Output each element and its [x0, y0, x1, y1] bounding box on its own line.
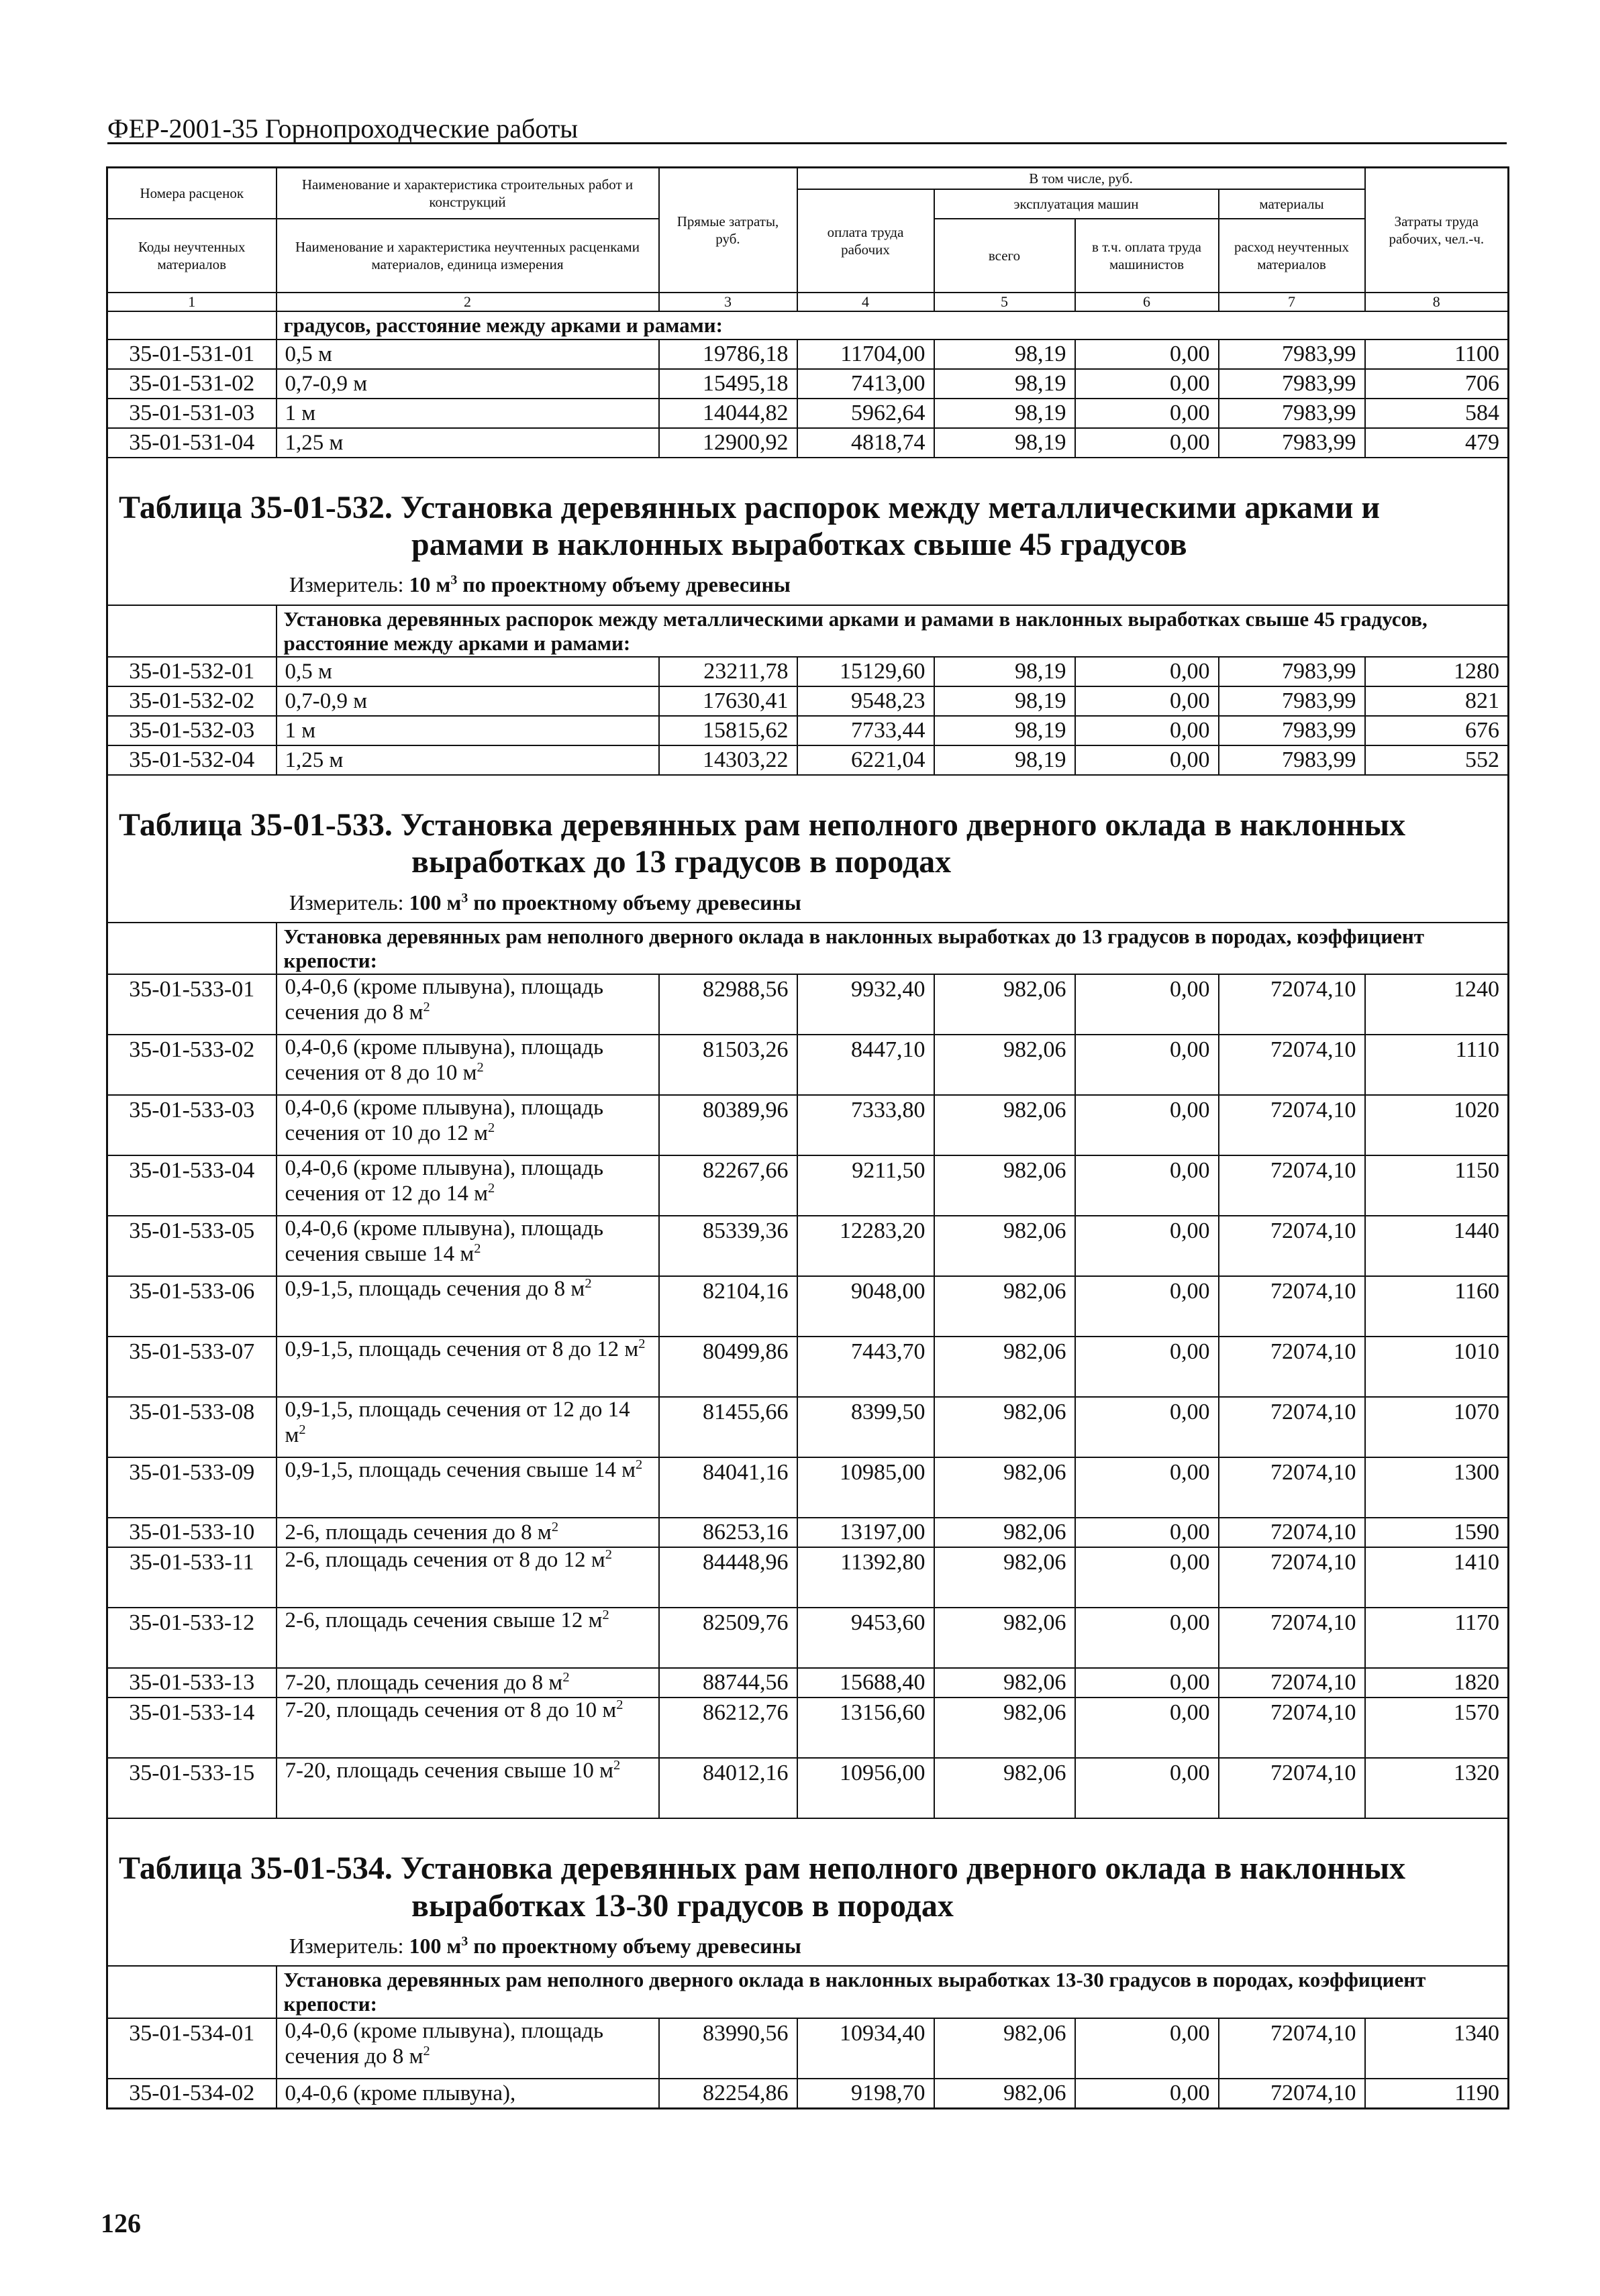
work-description: 2-6, площадь сечения до 8 $м^2$: [277, 1518, 659, 1547]
worker-pay: 4818,74: [797, 428, 934, 458]
column-number: 1: [107, 293, 277, 311]
header-rule: [107, 142, 1507, 144]
materials-cost: 72074,10: [1219, 2018, 1365, 2079]
materials-cost: 72074,10: [1219, 1698, 1365, 1758]
work-description: 0,7-0,9 м: [277, 369, 659, 399]
spacer-row: [107, 775, 1509, 782]
direct-costs: 14303,22: [659, 745, 797, 775]
table-row: [107, 1276, 1509, 1337]
rate-code: 35-01-531-01: [107, 340, 277, 369]
measure-line: [116, 1934, 1499, 1959]
header-operator-pay: в т.ч. оплата труда машинистов: [1075, 219, 1219, 293]
header-machines: эксплуатация машин: [934, 189, 1219, 219]
rate-code: 35-01-534-02: [107, 2079, 277, 2109]
materials-cost: 72074,10: [1219, 1758, 1365, 1818]
worker-pay: 9453,60: [797, 1608, 934, 1668]
materials-cost: 72074,10: [1219, 2079, 1365, 2109]
table-row: [107, 716, 1509, 745]
machines-total: 982,06: [934, 1608, 1075, 1668]
machines-total: 982,06: [934, 1518, 1075, 1547]
machines-total: 982,06: [934, 1155, 1075, 1216]
labor-hours: 1240: [1365, 974, 1509, 1035]
direct-costs: 86253,16: [659, 1518, 797, 1547]
operator-pay: 0,00: [1075, 716, 1219, 745]
worker-pay: 7333,80: [797, 1095, 934, 1155]
rate-code: 35-01-533-12: [107, 1608, 277, 1668]
operator-pay: 0,00: [1075, 1758, 1219, 1818]
table-row: [107, 1457, 1509, 1518]
rate-code: 35-01-533-01: [107, 974, 277, 1035]
machines-total: 982,06: [934, 1547, 1075, 1608]
direct-costs: 85339,36: [659, 1216, 797, 1276]
operator-pay: 0,00: [1075, 428, 1219, 458]
rate-code: 35-01-533-13: [107, 1668, 277, 1698]
direct-costs: 88744,56: [659, 1668, 797, 1698]
labor-hours: 584: [1365, 399, 1509, 428]
direct-costs: 80389,96: [659, 1095, 797, 1155]
labor-hours: 479: [1365, 428, 1509, 458]
operator-pay: 0,00: [1075, 1216, 1219, 1276]
table-title-line: выработках 13-30 градусов в породах: [411, 1887, 954, 1924]
running-header: ФЕР-2001-35 Горнопроходческие работы: [107, 113, 579, 144]
direct-costs: 15495,18: [659, 369, 797, 399]
work-description: 7-20, площадь сечения до 8 $м^2$: [277, 1668, 659, 1698]
materials-cost: 7983,99: [1219, 428, 1365, 458]
machines-total: 98,19: [934, 340, 1075, 369]
work-description: 1 м: [277, 399, 659, 428]
header-direct-costs: Прямые затраты, руб.: [659, 168, 797, 293]
header-machines-total: всего: [934, 219, 1075, 293]
worker-pay: 8447,10: [797, 1035, 934, 1095]
table-row: [107, 745, 1509, 775]
worker-pay: 15129,60: [797, 657, 934, 686]
work-description: 1,25 м: [277, 745, 659, 775]
table-title-line: выработках до 13 градусов в породах: [411, 844, 952, 880]
blank-cell: [107, 311, 277, 340]
worker-pay: 12283,20: [797, 1216, 934, 1276]
rate-code: 35-01-533-03: [107, 1095, 277, 1155]
table-title-block: [107, 1826, 1509, 1966]
rates-table: [106, 166, 1509, 2109]
machines-total: 982,06: [934, 1457, 1075, 1518]
header-including: В том числе, руб.: [797, 168, 1365, 190]
table-title-row: [107, 1826, 1509, 1966]
rate-code: 35-01-534-01: [107, 2018, 277, 2079]
direct-costs: 82104,16: [659, 1276, 797, 1337]
operator-pay: 0,00: [1075, 657, 1219, 686]
materials-cost: 72074,10: [1219, 1397, 1365, 1457]
worker-pay: 10934,40: [797, 2018, 934, 2079]
materials-cost: 7983,99: [1219, 716, 1365, 745]
measure-label: Измеритель:: [289, 1933, 404, 1958]
worker-pay: 9198,70: [797, 2079, 934, 2109]
worker-pay: 11392,80: [797, 1547, 934, 1608]
work-description: 0,5 м: [277, 340, 659, 369]
worker-pay: 10956,00: [797, 1758, 934, 1818]
direct-costs: 19786,18: [659, 340, 797, 369]
labor-hours: 1160: [1365, 1276, 1509, 1337]
machines-total: 982,06: [934, 974, 1075, 1035]
direct-costs: 81455,66: [659, 1397, 797, 1457]
worker-pay: 10985,00: [797, 1457, 934, 1518]
rate-code: 35-01-533-02: [107, 1035, 277, 1095]
rate-code: 35-01-533-06: [107, 1276, 277, 1337]
rate-code: 35-01-533-10: [107, 1518, 277, 1547]
header-material-names: Наименование и характеристика неучтенных расценками материалов, единица измерения: [277, 219, 659, 293]
spacer: [107, 458, 1509, 465]
materials-cost: 72074,10: [1219, 1608, 1365, 1668]
worker-pay: 7443,70: [797, 1337, 934, 1397]
labor-hours: 1440: [1365, 1216, 1509, 1276]
column-number: 2: [277, 293, 659, 311]
direct-costs: 84012,16: [659, 1758, 797, 1818]
materials-cost: 72074,10: [1219, 1547, 1365, 1608]
table-row: [107, 428, 1509, 458]
table-title: [116, 1826, 1499, 1958]
header-labor-costs: Затраты труда рабочих, чел.-ч.: [1365, 168, 1509, 293]
blank-cell: [107, 923, 277, 974]
machines-total: 982,06: [934, 1035, 1075, 1095]
table-title-block: [107, 782, 1509, 923]
spacer: [107, 775, 1509, 782]
direct-costs: 14044,82: [659, 399, 797, 428]
labor-hours: 821: [1365, 686, 1509, 716]
machines-total: 98,19: [934, 369, 1075, 399]
labor-hours: 1280: [1365, 657, 1509, 686]
header-materials: материалы: [1219, 189, 1365, 219]
materials-cost: 7983,99: [1219, 340, 1365, 369]
rate-code: 35-01-533-07: [107, 1337, 277, 1397]
labor-hours: 1820: [1365, 1668, 1509, 1698]
measure-line: [116, 572, 1499, 597]
worker-pay: 9048,00: [797, 1276, 934, 1337]
rate-code: 35-01-533-11: [107, 1547, 277, 1608]
rate-code: 35-01-532-03: [107, 716, 277, 745]
machines-total: 982,06: [934, 1698, 1075, 1758]
blank-cell: [107, 1966, 277, 2018]
rate-code: 35-01-531-02: [107, 369, 277, 399]
operator-pay: 0,00: [1075, 369, 1219, 399]
operator-pay: 0,00: [1075, 1668, 1219, 1698]
work-description: 0,4-0,6 (кроме плывуна), площадь сечения свыше 14 $м^2$: [277, 1216, 659, 1276]
direct-costs: 84041,16: [659, 1457, 797, 1518]
table-row: [107, 2018, 1509, 2079]
section-subtitle-row: [107, 1966, 1509, 2018]
operator-pay: 0,00: [1075, 974, 1219, 1035]
machines-total: 982,06: [934, 1337, 1075, 1397]
spacer-row: [107, 1818, 1509, 1826]
machines-total: 98,19: [934, 657, 1075, 686]
worker-pay: 13197,00: [797, 1518, 934, 1547]
table-row: [107, 657, 1509, 686]
labor-hours: 1320: [1365, 1758, 1509, 1818]
rate-code: 35-01-533-05: [107, 1216, 277, 1276]
work-description: 0,4-0,6 (кроме плывуна), площадь сечения от 12 до 14 $м^2$: [277, 1155, 659, 1216]
labor-hours: 706: [1365, 369, 1509, 399]
column-number: 6: [1075, 293, 1219, 311]
table-row: [107, 340, 1509, 369]
table-row: [107, 1518, 1509, 1547]
worker-pay: 9211,50: [797, 1155, 934, 1216]
work-description: 0,9-1,5, площадь сечения до 8 $м^2$: [277, 1276, 659, 1337]
spacer-row: [107, 458, 1509, 465]
direct-costs: 23211,78: [659, 657, 797, 686]
header-material-codes: Коды неучтенных материалов: [107, 219, 277, 293]
machines-total: 982,06: [934, 1397, 1075, 1457]
direct-costs: 82988,56: [659, 974, 797, 1035]
work-description: 0,5 м: [277, 657, 659, 686]
materials-cost: 7983,99: [1219, 686, 1365, 716]
operator-pay: 0,00: [1075, 1397, 1219, 1457]
operator-pay: 0,00: [1075, 1095, 1219, 1155]
rate-code: 35-01-533-14: [107, 1698, 277, 1758]
operator-pay: 0,00: [1075, 1155, 1219, 1216]
measure-value: 100 $м^3$ по проектному объему древесины: [409, 890, 801, 915]
labor-hours: 1590: [1365, 1518, 1509, 1547]
column-number: 4: [797, 293, 934, 311]
labor-hours: 1340: [1365, 2018, 1509, 2079]
materials-cost: 7983,99: [1219, 745, 1365, 775]
operator-pay: 0,00: [1075, 1035, 1219, 1095]
labor-hours: 1570: [1365, 1698, 1509, 1758]
spacer: [107, 1818, 1509, 1826]
materials-cost: 7983,99: [1219, 657, 1365, 686]
table-title: [116, 782, 1499, 915]
rate-code: 35-01-531-03: [107, 399, 277, 428]
work-description: 0,9-1,5, площадь сечения свыше 14 $м^2$: [277, 1457, 659, 1518]
machines-total: 982,06: [934, 1668, 1075, 1698]
materials-cost: 72074,10: [1219, 1035, 1365, 1095]
section-subtitle: градусов, расстояние между арками и рамами:: [277, 311, 1509, 340]
worker-pay: 15688,40: [797, 1668, 934, 1698]
work-description: 0,9-1,5, площадь сечения от 12 до 14 $м^2$: [277, 1397, 659, 1457]
materials-cost: 7983,99: [1219, 399, 1365, 428]
labor-hours: 1150: [1365, 1155, 1509, 1216]
work-description: 7-20, площадь сечения от 8 до 10 $м^2$: [277, 1698, 659, 1758]
direct-costs: 83990,56: [659, 2018, 797, 2079]
direct-costs: 82254,86: [659, 2079, 797, 2109]
operator-pay: 0,00: [1075, 2018, 1219, 2079]
table-row: [107, 1397, 1509, 1457]
work-description: 0,4-0,6 (кроме плывуна), площадь сечения от 10 до 12 $м^2$: [277, 1095, 659, 1155]
rate-code: 35-01-531-04: [107, 428, 277, 458]
column-numbers-row: [107, 293, 1509, 311]
materials-cost: 72074,10: [1219, 1668, 1365, 1698]
labor-hours: 1190: [1365, 2079, 1509, 2109]
machines-total: 98,19: [934, 428, 1075, 458]
rate-code: 35-01-533-04: [107, 1155, 277, 1216]
section-subtitle: Установка деревянных рам неполного дверного оклада в наклонных выработках 13-30 градусов в породах, коэффициент крепости:: [277, 1966, 1509, 2018]
header-rate-numbers: Номера расценок: [107, 168, 277, 219]
header-worker-pay: оплата труда рабочих: [797, 189, 934, 293]
machines-total: 982,06: [934, 1758, 1075, 1818]
rate-code: 35-01-533-15: [107, 1758, 277, 1818]
machines-total: 982,06: [934, 2079, 1075, 2109]
direct-costs: 12900,92: [659, 428, 797, 458]
rate-code: 35-01-532-02: [107, 686, 277, 716]
machines-total: 982,06: [934, 2018, 1075, 2079]
work-description: 0,4-0,6 (кроме плывуна), площадь сечения до 8 $м^2$: [277, 974, 659, 1035]
column-number: 7: [1219, 293, 1365, 311]
machines-total: 982,06: [934, 1276, 1075, 1337]
table-title-block: [107, 465, 1509, 605]
work-description: 2-6, площадь сечения от 8 до 12 $м^2$: [277, 1547, 659, 1608]
worker-pay: 9548,23: [797, 686, 934, 716]
labor-hours: 1110: [1365, 1035, 1509, 1095]
table-row: [107, 399, 1509, 428]
worker-pay: 9932,40: [797, 974, 934, 1035]
labor-hours: 1300: [1365, 1457, 1509, 1518]
operator-pay: 0,00: [1075, 2079, 1219, 2109]
section-subtitle: Установка деревянных распорок между металлическими арками и рамами в наклонных выработках свыше 45 градусов, расстояние между арками и рамами:: [277, 605, 1509, 657]
table-row: [107, 1035, 1509, 1095]
table-title-line: Таблица 35-01-534. Установка деревянных рам неполного дверного оклада в наклонных: [119, 1850, 1406, 1887]
measure-value: 100 $м^3$ по проектному объему древесины: [409, 1933, 801, 1958]
operator-pay: 0,00: [1075, 1698, 1219, 1758]
operator-pay: 0,00: [1075, 340, 1219, 369]
table-title-line: Таблица 35-01-532. Установка деревянных распорок между металлическими арками и: [119, 489, 1381, 525]
labor-hours: 1020: [1365, 1095, 1509, 1155]
direct-costs: 81503,26: [659, 1035, 797, 1095]
measure-label: Измеритель:: [289, 890, 404, 915]
machines-total: 982,06: [934, 1216, 1075, 1276]
direct-costs: 86212,76: [659, 1698, 797, 1758]
direct-costs: 82267,66: [659, 1155, 797, 1216]
work-description: 7-20, площадь сечения свыше 10 $м^2$: [277, 1758, 659, 1818]
table-title: [116, 465, 1499, 597]
work-description: 0,4-0,6 (кроме плывуна),: [277, 2079, 659, 2109]
labor-hours: 1100: [1365, 340, 1509, 369]
operator-pay: 0,00: [1075, 1547, 1219, 1608]
table-row: [107, 1095, 1509, 1155]
table-row: [107, 1216, 1509, 1276]
labor-hours: 1170: [1365, 1608, 1509, 1668]
machines-total: 98,19: [934, 686, 1075, 716]
page-number: 126: [101, 2208, 141, 2238]
materials-cost: 7983,99: [1219, 369, 1365, 399]
table-title-row: [107, 782, 1509, 923]
measure-value: 10 $м^3$ по проектному объему древесины: [409, 572, 791, 597]
materials-cost: 72074,10: [1219, 1216, 1365, 1276]
rate-code: 35-01-532-01: [107, 657, 277, 686]
labor-hours: 1010: [1365, 1337, 1509, 1397]
measure-label: Измеритель:: [289, 572, 404, 597]
direct-costs: 80499,86: [659, 1337, 797, 1397]
materials-cost: 72074,10: [1219, 1457, 1365, 1518]
worker-pay: 7413,00: [797, 369, 934, 399]
operator-pay: 0,00: [1075, 686, 1219, 716]
labor-hours: 552: [1365, 745, 1509, 775]
table-row: [107, 1668, 1509, 1698]
direct-costs: 15815,62: [659, 716, 797, 745]
machines-total: 98,19: [934, 716, 1075, 745]
section-subtitle-row: [107, 923, 1509, 974]
header-work-name: Наименование и характеристика строительных работ и конструкций: [277, 168, 659, 219]
direct-costs: 17630,41: [659, 686, 797, 716]
materials-cost: 72074,10: [1219, 974, 1365, 1035]
machines-total: 98,19: [934, 745, 1075, 775]
materials-cost: 72074,10: [1219, 1337, 1365, 1397]
measure-line: [116, 890, 1499, 915]
rate-code: 35-01-533-08: [107, 1397, 277, 1457]
work-description: 1 м: [277, 716, 659, 745]
work-description: 0,9-1,5, площадь сечения от 8 до 12 $м^2$: [277, 1337, 659, 1397]
table-title-line: Таблица 35-01-533. Установка деревянных рам неполного дверного оклада в наклонных: [119, 807, 1406, 843]
table-row: [107, 1608, 1509, 1668]
direct-costs: 84448,96: [659, 1547, 797, 1608]
table-row: [107, 1758, 1509, 1818]
worker-pay: 5962,64: [797, 399, 934, 428]
operator-pay: 0,00: [1075, 1608, 1219, 1668]
worker-pay: 11704,00: [797, 340, 934, 369]
labor-hours: 1410: [1365, 1547, 1509, 1608]
work-description: 0,4-0,6 (кроме плывуна), площадь сечения от 8 до 10 $м^2$: [277, 1035, 659, 1095]
table-row: [107, 1155, 1509, 1216]
work-description: 1,25 м: [277, 428, 659, 458]
operator-pay: 0,00: [1075, 1276, 1219, 1337]
table-title-row: [107, 465, 1509, 605]
work-description: 0,4-0,6 (кроме плывуна), площадь сечения до 8 $м^2$: [277, 2018, 659, 2079]
column-number: 3: [659, 293, 797, 311]
worker-pay: 13156,60: [797, 1698, 934, 1758]
materials-cost: 72074,10: [1219, 1155, 1365, 1216]
table-row: [107, 1547, 1509, 1608]
table-row: [107, 2079, 1509, 2109]
rate-code: 35-01-533-09: [107, 1457, 277, 1518]
materials-cost: 72074,10: [1219, 1518, 1365, 1547]
table-row: [107, 1698, 1509, 1758]
machines-total: 982,06: [934, 1095, 1075, 1155]
operator-pay: 0,00: [1075, 745, 1219, 775]
table-row: [107, 369, 1509, 399]
table-row: [107, 974, 1509, 1035]
table-title-line: рамами в наклонных выработках свыше 45 градусов: [411, 527, 1187, 563]
machines-total: 98,19: [934, 399, 1075, 428]
labor-hours: 676: [1365, 716, 1509, 745]
direct-costs: 82509,76: [659, 1608, 797, 1668]
column-number: 5: [934, 293, 1075, 311]
materials-cost: 72074,10: [1219, 1276, 1365, 1337]
operator-pay: 0,00: [1075, 1337, 1219, 1397]
table-row: [107, 686, 1509, 716]
worker-pay: 8399,50: [797, 1397, 934, 1457]
work-description: 0,7-0,9 м: [277, 686, 659, 716]
labor-hours: 1070: [1365, 1397, 1509, 1457]
section-subtitle: Установка деревянных рам неполного дверного оклада в наклонных выработках до 13 градусов в породах, коэффициент крепости:: [277, 923, 1509, 974]
rate-code: 35-01-532-04: [107, 745, 277, 775]
section-subtitle-row: [107, 311, 1509, 340]
column-number: 8: [1365, 293, 1509, 311]
worker-pay: 6221,04: [797, 745, 934, 775]
worker-pay: 7733,44: [797, 716, 934, 745]
work-description: 2-6, площадь сечения свыше 12 $м^2$: [277, 1608, 659, 1668]
table-row: [107, 1337, 1509, 1397]
operator-pay: 0,00: [1075, 1518, 1219, 1547]
operator-pay: 0,00: [1075, 399, 1219, 428]
header-material-usage: расход неучтенных материалов: [1219, 219, 1365, 293]
section-subtitle-row: [107, 605, 1509, 657]
blank-cell: [107, 605, 277, 657]
materials-cost: 72074,10: [1219, 1095, 1365, 1155]
operator-pay: 0,00: [1075, 1457, 1219, 1518]
